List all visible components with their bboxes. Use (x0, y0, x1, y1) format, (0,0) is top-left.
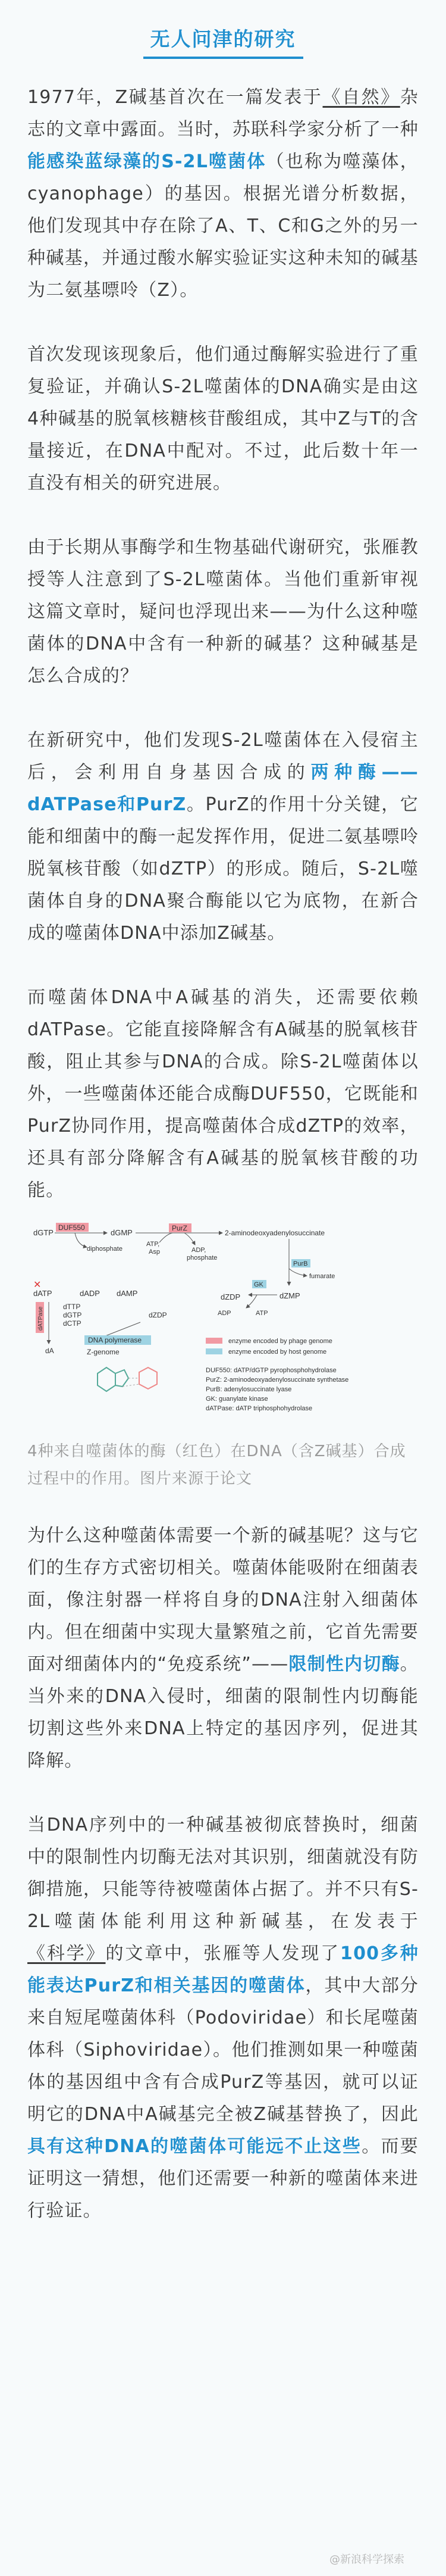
node-adp-pi: ADP, (191, 1247, 206, 1254)
node-diphosphate: diphosphate (87, 1245, 123, 1253)
abbr-4: GK: guanylate kinase (206, 1395, 268, 1403)
highlight-100-phages: 100多种能表达PurZ和相关基因的噬菌体 (27, 1943, 419, 1996)
node-dgmp: dGMP (111, 1228, 133, 1237)
node-dgtp2: dGTP (63, 1311, 82, 1319)
node-fumarate: fumarate (309, 1273, 335, 1280)
svg-text:Asp: Asp (149, 1248, 160, 1256)
section-title: 无人问津的研究 (143, 24, 303, 59)
watermark: @新浪科学探索 (329, 2553, 404, 2566)
legend-phage-swatch (206, 1338, 222, 1344)
highlight-conclusion: 具有这种DNA的噬菌体可能远不止这些 (27, 2136, 362, 2157)
node-product: 2-aminodeoxyadenylosuccinate (225, 1229, 325, 1237)
paragraph-1: 1977年，Z碱基首次在一篇发表于《自然》杂志的文章中露面。当时，苏联科学家分析了一种能感染蓝绿藻的S-2L噬菌体（也称为噬藻体，cyanophage）的基因。根据光谱分析数据，他们发现其中存在除了A、T、C和G之外的另一种碱基，并通过酸水解实验证实这种未知的碱基为二氨基嘌呤（Z）。 (27, 87, 419, 301)
abbr-3: PurB: adenylosuccinate lyase (206, 1386, 292, 1393)
enzyme-dna-pol: DNA polymerase (88, 1336, 142, 1344)
node-da: dA (45, 1347, 54, 1355)
highlight-phage: 能感染蓝绿藻的S-2L噬菌体 (27, 151, 266, 172)
highlight-restriction: 限制性内切酶 (288, 1654, 400, 1675)
paragraph-5: 而噬菌体DNA中A碱基的消失，还需要依赖dATPase。它能直接降解含有A碱基的脱氧核苷酸，阻止其参与DNA的合成。除S-2L噬菌体以外，一些噬菌体还能合成酶DUF550，它既能和PurZ协同作用，提高噬菌体合成dZTP的效率，还具有部分降解含有A碱基的脱氧核苷酸的功能。 (27, 987, 419, 1201)
section-title-wrap (27, 0, 419, 59)
enzyme-datpase: dATPase (37, 1306, 44, 1331)
abbr-2: PurZ: 2-aminodeoxyadenylosuccinate synthetase (206, 1376, 349, 1384)
figure-caption: 4种来自噬菌体的酶（红色）在DNA（含Z碱基）合成过程中的作用。图片来源于论文 (27, 1442, 406, 1488)
paragraph-3: 由于长期从事酶学和生物基础代谢研究，张雁教授等人注意到了S-2L噬菌体。当他们重新审视这篇文章时，疑问也浮现出来——为什么这种噬菌体的DNA中含有一种新的碱基？这种碱基是怎么合成的？ (27, 537, 419, 686)
enzyme-purb: PurB (293, 1260, 308, 1267)
node-dzdp: dZDP (221, 1292, 241, 1301)
enzyme-purz: PurZ (172, 1224, 188, 1232)
legend-phage: enzyme encoded by phage genome (228, 1338, 332, 1345)
node-dttp: dTTP (63, 1303, 81, 1311)
base-pair-icon (98, 1367, 157, 1391)
node-adp: ADP (218, 1310, 231, 1317)
paragraph-6: 为什么这种噬菌体需要一个新的碱基呢？这与它们的生存方式密切相关。噬菌体能吸附在细菌表面，像注射器一样将自身的DNA注射入细菌体内。但在细菌中实现大量繁殖之前，它首先需要面对细菌体内的“免疫系统”——限制性内切酶。当外来的DNA入侵时，细菌的限制性内切酶能切割这些外来DNA上特定的基因序列，促进其降解。 (27, 1525, 419, 1771)
node-atp-asp: ATP, (146, 1241, 160, 1248)
svg-text:phosphate: phosphate (187, 1254, 218, 1262)
node-dzmp: dZMP (279, 1291, 300, 1300)
paragraph-4: 在新研究中，他们发现S-2L噬菌体在入侵宿主后，会利用自身基因合成的两种酶——dATPase和PurZ。PurZ的作用十分关键，它能和细菌中的酶一起发挥作用，促进二氨基嘌呤脱氧核苷酸（如dZTP）的形成。随后，S-2L噬菌体自身的DNA聚合酶能以它为底物，在新合成的噬菌体DNA中添加Z碱基。 (27, 730, 419, 944)
nature-journal-link[interactable]: 《自然》 (322, 87, 400, 108)
node-dzdp2: dZDP (149, 1311, 167, 1319)
abbr-1: DUF550: dATP/dGTP pyrophosphohydrolase (206, 1367, 337, 1374)
node-zgenome: Z-genome (87, 1348, 120, 1356)
pathway-diagram (27, 1219, 419, 1433)
legend-host: enzyme encoded by host genome (228, 1348, 327, 1356)
paragraph-2: 首次发现该现象后，他们通过酶解实验进行了重复验证，并确认S-2L噬菌体的DNA确实是由这4种碱基的脱氧核糖核苷酸组成，其中Z与T的含量接近，在DNA中配对。不过，此后数十年一直没有相关的研究进展。 (27, 344, 419, 494)
enzyme-gk: GK (254, 1281, 263, 1288)
node-datp: dATP (33, 1289, 52, 1298)
science-journal-link[interactable]: 《科学》 (27, 1943, 106, 1964)
legend-host-swatch (206, 1348, 222, 1354)
node-damp: dAMP (117, 1289, 138, 1298)
enzyme-duf550: DUF550 (58, 1223, 85, 1232)
node-atp: ATP (256, 1310, 268, 1317)
node-dgtp: dGTP (33, 1228, 54, 1237)
abbr-5: dATPase: dATP triphosphohydrolase (206, 1405, 313, 1412)
pathway-figure (27, 1219, 419, 1433)
node-dadp: dADP (80, 1289, 100, 1298)
block-mark: ✕ (33, 1280, 42, 1290)
paragraph-7: 当DNA序列中的一种碱基被彻底替换时，细菌中的限制性内切酶无法对其识别，细菌就没有防御措施，只能等待被噬菌体占据了。并不只有S-2L噬菌体能利用这种新碱基，在发表于《科学》的文章中，张雁等人发现了100多种能表达PurZ和相关基因的噬菌体，其中大部分来自短尾噬菌体科（Podoviridae）和长尾噬菌体科（Siphoviridae）。他们推测如果一种噬菌体的基因组中含有合成PurZ等基因，就可以证明它的DNA中A碱基完全被Z碱基替换了，因此具有这种DNA的噬菌体可能远不止这些。而要证明这一猜想，他们还需要一种新的噬菌体来进行验证。 (27, 1815, 419, 2221)
highlight-enzymes: 两种酶——dATPase和PurZ (27, 762, 419, 815)
node-dctp: dCTP (63, 1319, 81, 1328)
